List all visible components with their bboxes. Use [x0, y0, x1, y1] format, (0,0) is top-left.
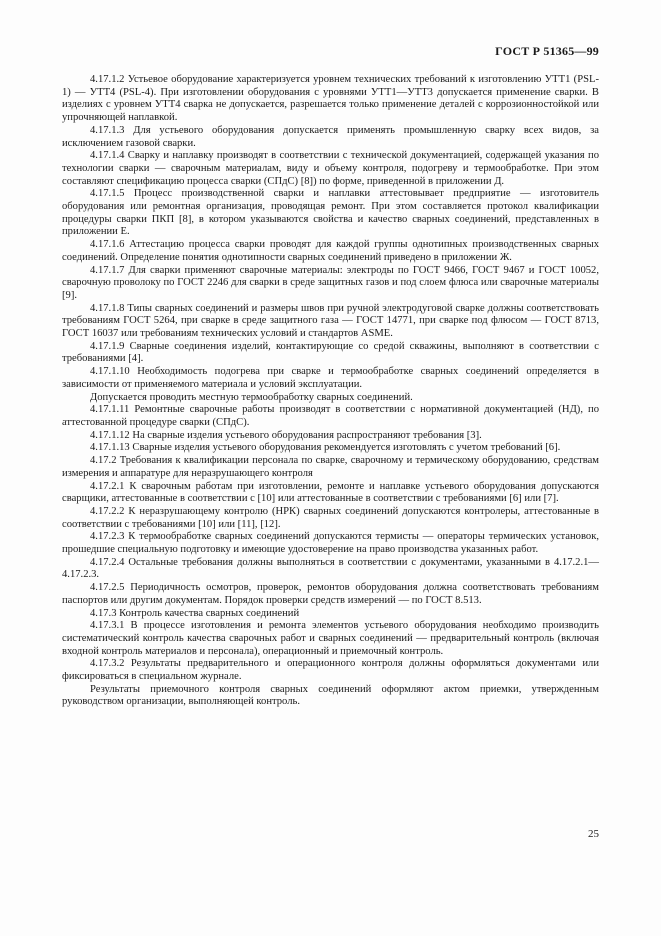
paragraph: 4.17.1.7 Для сварки применяют сварочные материалы: электроды по ГОСТ 9466, ГОСТ 9467 и ГОСТ 10052, сварочную проволоку по ГОСТ 2246 для сварки в среде защитных газов и под слоем флюса или сварочные материалы [9]. [62, 264, 599, 301]
paragraph: 4.17.1.5 Процесс производственной сварки и наплавки аттестовывает предприятие — изготовитель оборудования или ремонтная организация, проводящая ремонт. При этом составляется протокол квалификации процедуры сварки ПКП [8], в котором указываются свойства и качество сварных соединений, представленных в приложении Е. [62, 188, 599, 238]
paragraph: 4.17.2.5 Периодичность осмотров, проверок, ремонтов оборудования должна соответствовать требованиям паспортов или другим документам. Порядок проверки средств измерений — по ГОСТ 8.513. [62, 582, 599, 606]
page-number: 25 [588, 828, 599, 840]
paragraph: 4.17.1.13 Сварные изделия устьевого оборудования рекомендуется изготовлять с учетом требований [6]. [90, 442, 561, 454]
document-body [62, 74, 599, 709]
paragraph: 4.17.1.11 Ремонтные сварочные работы производят в соответствии с нормативной документацией (НД), по аттестованной процедуре сварки (СПдС). [62, 404, 599, 428]
paragraph: 4.17.1.3 Для устьевого оборудования допускается применять промышленную сварку всех видов, за исключением газовой сварки. [62, 124, 599, 149]
paragraph: 4.17.1.2 Устьевое оборудование характеризуется уровнем технических требований к изготовлению УТТ1 (PSL-1) — УТТ4 (PSL-4). При изготовлении оборудования с уровнями УТТ1—УТТ3 допускается применение сварки. В изделиях с уровнем УТТ4 сварка не допускается, разрешается только применение деталей с коррозионностойкой или упрочняющей наплавкой. [62, 74, 599, 124]
paragraph: 4.17.1.6 Аттестацию процесса сварки проводят для каждой группы однотипных производственных сварных соединений. Определение понятия однотипности сварных соединений приведено в приложении Ж. [62, 239, 599, 263]
paragraph: 4.17.1.12 На сварные изделия устьевого оборудования распространяют требования [3]. [90, 429, 482, 441]
paragraph: 4.17.2.4 Остальные требования должны выполняться в соответствии с документами, указанными в 4.17.2.1—4.17.2.3. [62, 556, 599, 581]
document-header: ГОСТ Р 51365—99 [495, 44, 599, 58]
paragraph: 4.17.1.8 Типы сварных соединений и размеры швов при ручной электродуговой сварке должны соответствовать требованиям ГОСТ 5264, при сварке в среде защитного газа — ГОСТ 14771, при сварке под флюсом — ГОСТ 8713, ГОСТ 16037 или требованиям технических условий и стандартов ASME. [62, 302, 599, 340]
section-heading: 4.17.2 Требования к квалификации персонала по сварке, сварочному и термическому оборудованию, средствам измерения и аппаратуре для неразрушающего контроля [62, 455, 599, 479]
paragraph: 4.17.1.10 Необходимость подогрева при сварке и термообработке сварных соединений определяется в зависимости от применяемого материала и условий эксплуатации. [62, 366, 599, 390]
paragraph: 4.17.2.1 К сварочным работам при изготовлении, ремонте и наплавке устьевого оборудования допускаются сварщики, аттестованные в соответствии с [10] или аттестованные в соответствии с требованиями [6] или [7]. [62, 480, 599, 505]
paragraph: 4.17.1.4 Сварку и наплавку производят в соответствии с технической документацией, содержащей указания по технологии сварки — сварочным материалам, виду и объему контроля, подогреву и термообработке. При этом составляют спецификацию процесса сварки (СПдС) [8]) по форме, приведенной в приложении Д. [62, 150, 599, 187]
paragraph: 4.17.2.3 К термообработке сварных соединений допускаются термисты — операторы термических установок, прошедшие специальную подготовку и имеющие удостоверение на право производства указанных работ. [62, 531, 599, 556]
paragraph: 4.17.3.2 Результаты предварительного и операционного контроля должны оформляться документами или фиксироваться в специальном журнале. [62, 658, 599, 683]
section-heading: 4.17.3 Контроль качества сварных соединений [90, 607, 300, 619]
paragraph: 4.17.2.2 К неразрушающему контролю (НРК) сварных соединений допускаются контролеры, аттестованные в соответствии с требованиями [10] или [11], [12]. [62, 505, 599, 530]
paragraph: 4.17.3.1 В процессе изготовления и ремонта элементов устьевого оборудования необходимо производить систематический контроль качества сварочных работ и сварных соединений — предварительный контроль (включая входной контроль материалов и персонала), операционный и приемочный контроль. [62, 620, 599, 657]
paragraph: Допускается проводить местную термообработку сварных соединений. [90, 391, 413, 403]
paragraph: Результаты приемочного контроля сварных соединений оформляют актом приемки, утвержденным руководством организации, выполняющей контроль. [62, 683, 599, 708]
paragraph: 4.17.1.9 Сварные соединения изделий, контактирующие со средой скважины, выполняют в соответствии с требованиями [4]. [62, 340, 599, 365]
